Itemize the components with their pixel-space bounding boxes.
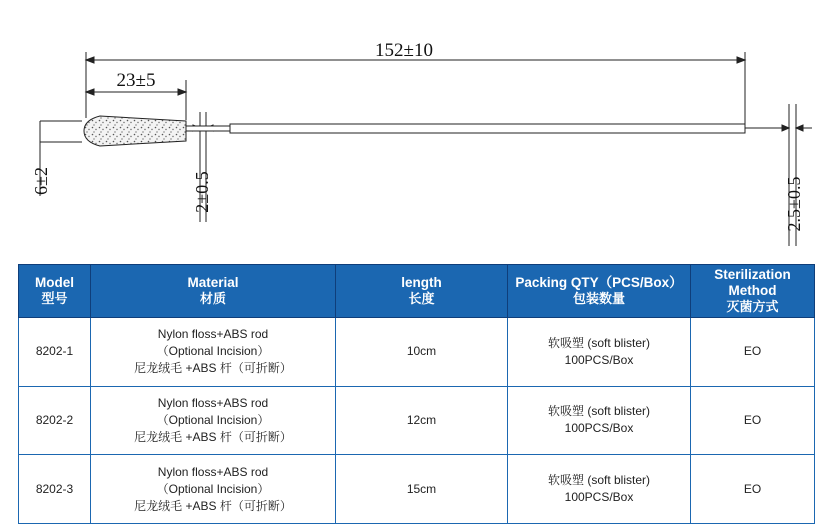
cell-sterilization: EO — [691, 455, 815, 524]
header-length: length 长度 — [336, 265, 508, 318]
swab-neck — [186, 126, 230, 131]
extension-lines — [40, 52, 812, 246]
table-row — [19, 455, 815, 524]
header-model: Model 型号 — [19, 265, 91, 318]
swab-handle — [230, 124, 745, 133]
swab-technical-drawing — [0, 0, 834, 262]
header-packing-qty: Packing QTY（PCS/Box） 包装数量 — [508, 265, 691, 318]
header-sterilization: Sterilization Method 灭菌方式 — [691, 265, 815, 318]
dim-tip-length: 23±5 — [116, 70, 156, 91]
cell-packing: 软吸塑 (soft blister) 100PCS/Box — [508, 318, 691, 387]
spec-table — [18, 264, 815, 524]
table-row — [19, 386, 815, 455]
dim-tip-width: 6±2 — [31, 167, 51, 195]
cell-material: Nylon floss+ABS rod （Optional Incision） 尼龙绒毛 +ABS 杆（可折断） — [91, 386, 336, 455]
dim-handle-diameter: 2.5±0.5 — [784, 176, 804, 232]
cell-sterilization: EO — [691, 386, 815, 455]
table-row — [19, 318, 815, 387]
cell-sterilization: EO — [691, 318, 815, 387]
cell-model: 8202-1 — [19, 318, 91, 387]
cell-packing: 软吸塑 (soft blister) 100PCS/Box — [508, 386, 691, 455]
cell-material: Nylon floss+ABS rod （Optional Incision） 尼龙绒毛 +ABS 杆（可折断） — [91, 455, 336, 524]
cell-packing: 软吸塑 (soft blister) 100PCS/Box — [508, 455, 691, 524]
cell-length: 10cm — [336, 318, 508, 387]
cell-length: 12cm — [336, 386, 508, 455]
cell-material: Nylon floss+ABS rod （Optional Incision） 尼龙绒毛 +ABS 杆（可折断） — [91, 318, 336, 387]
dim-neck-diameter: 2±0.5 — [192, 171, 212, 213]
cell-length: 15cm — [336, 455, 508, 524]
table-header-row — [19, 265, 815, 318]
cell-model: 8202-3 — [19, 455, 91, 524]
header-material: Material 材质 — [91, 265, 336, 318]
dimension-lines — [86, 57, 803, 131]
dim-total-length: 152±10 — [375, 40, 433, 61]
cell-model: 8202-2 — [19, 386, 91, 455]
swab-tip — [84, 116, 186, 146]
